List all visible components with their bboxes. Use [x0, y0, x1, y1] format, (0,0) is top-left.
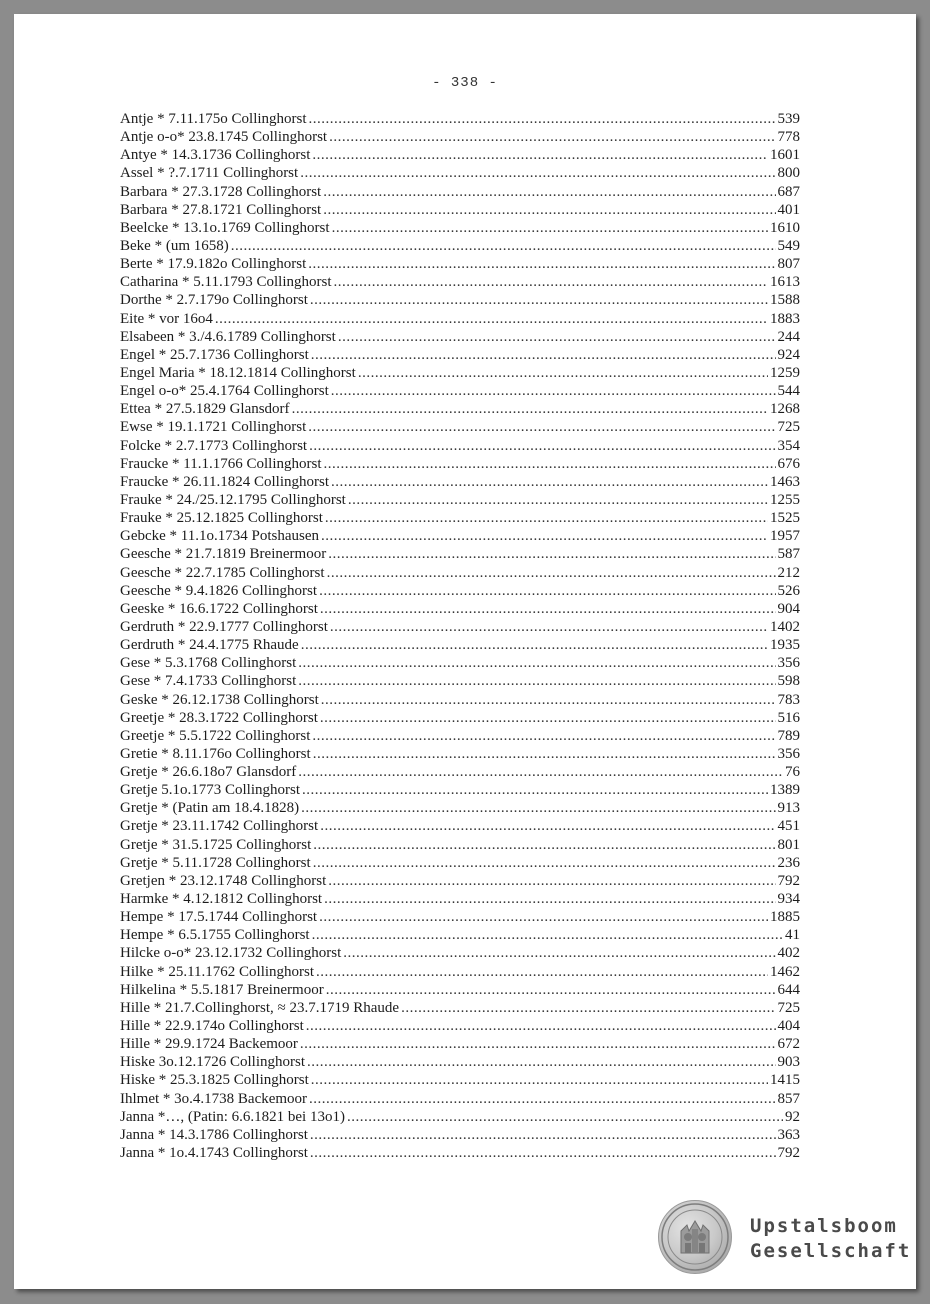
dot-leader [301, 799, 775, 817]
dot-leader [298, 654, 775, 672]
entry-name: Gretie * 8.11.176o Collinghorst [120, 745, 311, 762]
entry-page-number: 913 [777, 800, 800, 817]
entry-name: Geesche * 22.7.1785 Collinghorst [120, 564, 325, 581]
entry-page-number: 672 [777, 1036, 800, 1053]
dot-leader [358, 364, 768, 382]
entry-page-number: 1601 [770, 147, 800, 164]
entry-name: Geske * 26.12.1738 Collinghorst [120, 691, 319, 708]
entry-name: Antye * 14.3.1736 Collinghorst [120, 147, 311, 164]
entry-page-number: 1610 [770, 219, 800, 236]
dot-leader [321, 527, 768, 545]
entry-page-number: 544 [777, 383, 800, 400]
index-entry [120, 836, 800, 854]
entry-page-number: 1935 [770, 637, 800, 654]
entry-page-number: 934 [777, 891, 800, 908]
entry-name: Gebcke * 11.1o.1734 Potshausen [120, 528, 319, 545]
entry-name: Gerdruth * 22.9.1777 Collinghorst [120, 618, 328, 635]
index-entry [120, 799, 800, 817]
entry-page-number: 725 [777, 999, 800, 1016]
index-entry [120, 255, 800, 273]
index-entry [120, 183, 800, 201]
dot-leader [309, 110, 776, 128]
entry-page-number: 783 [777, 691, 800, 708]
entry-name: Frauke * 24./25.12.1795 Collinghorst [120, 491, 346, 508]
entry-page-number: 1389 [770, 782, 800, 799]
entry-name: Gretje 5.1o.1773 Collinghorst [120, 782, 300, 799]
dot-leader [313, 854, 776, 872]
dot-leader [310, 1126, 776, 1144]
index-entry [120, 817, 800, 835]
entry-page-number: 363 [777, 1126, 800, 1143]
index-entry [120, 146, 800, 164]
dot-leader [215, 310, 768, 328]
entry-page-number: 789 [777, 727, 800, 744]
dot-leader [313, 745, 776, 763]
entry-page-number: 1883 [770, 310, 800, 327]
entry-name: Antje * 7.11.175o Collinghorst [120, 111, 307, 127]
entry-page-number: 807 [777, 256, 800, 273]
entry-page-number: 644 [777, 981, 800, 998]
dot-leader [313, 836, 775, 854]
dot-leader [324, 890, 775, 908]
index-entry [120, 963, 800, 981]
entry-page-number: 76 [785, 764, 800, 781]
dot-leader [308, 255, 775, 273]
dot-leader [306, 1017, 776, 1035]
index-entry [120, 691, 800, 709]
entry-page-number: 244 [777, 328, 800, 345]
index-entry [120, 491, 800, 509]
entry-name: Gretjen * 23.12.1748 Collinghorst [120, 872, 327, 889]
entry-name: Ihlmet * 3o.4.1738 Backemoor [120, 1090, 308, 1107]
dot-leader [328, 545, 775, 563]
dot-leader [312, 727, 775, 745]
entry-page-number: 1462 [770, 963, 800, 980]
entry-page-number: 687 [777, 183, 800, 200]
entry-name: Barbara * 27.3.1728 Collinghorst [120, 183, 322, 200]
entry-page-number: 792 [777, 1145, 800, 1162]
entry-page-number: 1613 [770, 274, 800, 291]
index-entry [120, 110, 800, 128]
index-entry [120, 201, 800, 219]
entry-page-number: 1415 [770, 1072, 800, 1089]
index-entry [120, 219, 800, 237]
dot-leader [301, 636, 768, 654]
entry-name: Hille * 22.9.174o Collinghorst [120, 1018, 304, 1035]
index-entry [120, 672, 800, 690]
entry-name: Hilcke o-o* 23.12.1732 Collinghorst [120, 945, 342, 962]
dot-leader [325, 509, 768, 527]
entry-name: Gretje * 23.11.1742 Collinghorst [120, 818, 319, 835]
dot-leader [347, 1108, 783, 1126]
entry-name: Gese * 5.3.1768 Collinghorst [120, 655, 297, 672]
entry-name: Hille * 29.9.1724 Backemoor [120, 1036, 298, 1053]
index-entry [120, 1017, 800, 1035]
dot-leader [323, 201, 775, 219]
entry-name: Geesche * 21.7.1819 Breinermoor [120, 546, 327, 563]
index-entry [120, 745, 800, 763]
entry-page-number: 1463 [770, 473, 800, 490]
index-entry [120, 763, 800, 781]
dot-leader [334, 273, 768, 291]
entry-page-number: 801 [777, 836, 800, 853]
index-entry [120, 437, 800, 455]
index-entry [120, 908, 800, 926]
entry-name: Janna * 14.3.1786 Collinghorst [120, 1126, 308, 1143]
dot-leader [308, 418, 775, 436]
entry-page-number: 1588 [770, 292, 800, 309]
entry-name: Greetje * 5.5.1722 Collinghorst [120, 727, 311, 744]
entry-name: Beke * (um 1658) [120, 237, 229, 254]
index-entry [120, 509, 800, 527]
index-entry [120, 527, 800, 545]
entry-name: Harmke * 4.12.1812 Collinghorst [120, 891, 323, 908]
dot-leader [311, 1071, 768, 1089]
dot-leader [321, 691, 776, 709]
entry-name: Beelcke * 13.1o.1769 Collinghorst [120, 219, 330, 236]
dot-leader [298, 763, 783, 781]
entry-page-number: 356 [777, 655, 800, 672]
index-entry [120, 291, 800, 309]
dot-leader [309, 1090, 775, 1108]
entry-name: Geesche * 9.4.1826 Collinghorst [120, 582, 318, 599]
dot-leader [326, 981, 776, 999]
dot-leader [319, 908, 768, 926]
entry-page-number: 92 [785, 1108, 800, 1125]
entry-page-number: 778 [777, 129, 800, 146]
entry-name: Ewse * 19.1.1721 Collinghorst [120, 419, 307, 436]
entry-name: Janna * 1o.4.1743 Collinghorst [120, 1145, 308, 1162]
entry-name: Hiske * 25.3.1825 Collinghorst [120, 1072, 309, 1089]
index-entry [120, 1090, 800, 1108]
dot-leader [323, 183, 775, 201]
dot-leader [328, 872, 775, 890]
dot-leader [319, 582, 775, 600]
entry-page-number: 1268 [770, 401, 800, 418]
entry-name: Hilkelina * 5.5.1817 Breinermoor [120, 981, 324, 998]
index-entry [120, 364, 800, 382]
dot-leader [310, 291, 768, 309]
entry-page-number: 857 [777, 1090, 800, 1107]
index-entry [120, 781, 800, 799]
entry-name: Frauke * 25.12.1825 Collinghorst [120, 510, 323, 527]
entry-name: Eite * vor 16o4 [120, 310, 213, 327]
index-entry [120, 618, 800, 636]
entry-name: Hempe * 17.5.1744 Collinghorst [120, 909, 318, 926]
entry-page-number: 401 [777, 201, 800, 218]
entry-name: Fraucke * 11.1.1766 Collinghorst [120, 455, 322, 472]
dot-leader [307, 1053, 775, 1071]
dot-leader [316, 963, 768, 981]
entry-page-number: 676 [777, 455, 800, 472]
entry-page-number: 800 [777, 165, 800, 182]
entry-page-number: 1957 [770, 528, 800, 545]
index-entry [120, 890, 800, 908]
index-entry [120, 1108, 800, 1126]
index-entry [120, 854, 800, 872]
entry-name: Engel Maria * 18.12.1814 Collinghorst [120, 364, 356, 381]
entry-name: Hempe * 6.5.1755 Collinghorst [120, 927, 310, 944]
entry-name: Antje o-o* 23.8.1745 Collinghorst [120, 129, 328, 146]
index-entry [120, 473, 800, 491]
entry-name: Ettea * 27.5.1829 Glansdorf [120, 401, 290, 418]
entry-page-number: 451 [777, 818, 800, 835]
entry-page-number: 526 [777, 582, 800, 599]
entry-page-number: 904 [777, 600, 800, 617]
index-entry [120, 999, 800, 1017]
dot-leader [330, 618, 768, 636]
index-entry [120, 564, 800, 582]
index-entry [120, 545, 800, 563]
page-number: - 338 - [432, 75, 498, 91]
entry-page-number: 1525 [770, 510, 800, 527]
entry-name: Dorthe * 2.7.179o Collinghorst [120, 292, 308, 309]
entry-name: Engel o-o* 25.4.1764 Collinghorst [120, 383, 329, 400]
index-entry [120, 418, 800, 436]
dot-leader [312, 146, 768, 164]
entry-name: Hilke * 25.11.1762 Collinghorst [120, 963, 315, 980]
dot-leader [311, 346, 776, 364]
index-entry [120, 1144, 800, 1162]
index-entry [120, 455, 800, 473]
index-entry [120, 164, 800, 182]
index-entry [120, 273, 800, 291]
entry-page-number: 41 [785, 927, 800, 944]
dot-leader [320, 709, 776, 727]
index-entry [120, 1035, 800, 1053]
entry-page-number: 725 [777, 419, 800, 436]
index-entry [120, 382, 800, 400]
entry-page-number: 516 [777, 709, 800, 726]
dot-leader [327, 564, 776, 582]
entry-name: Folcke * 2.7.1773 Collinghorst [120, 437, 308, 454]
dot-leader [401, 999, 775, 1017]
document-page [14, 14, 916, 1289]
logo-line-2: Gesellschaft [750, 1240, 912, 1262]
entry-name: Engel * 25.7.1736 Collinghorst [120, 346, 309, 363]
entry-page-number: 1259 [770, 364, 800, 381]
index-entry [120, 128, 800, 146]
index-entry [120, 600, 800, 618]
index-entry [120, 237, 800, 255]
logo-line-1: Upstalsboom [750, 1215, 898, 1237]
dot-leader [300, 1035, 776, 1053]
dot-leader [343, 944, 775, 962]
index-entry [120, 727, 800, 745]
dot-leader [331, 473, 768, 491]
entry-name: Gretje * (Patin am 18.4.1828) [120, 800, 300, 817]
index-entry [120, 926, 800, 944]
entry-name: Barbara * 27.8.1721 Collinghorst [120, 201, 322, 218]
entry-name: Gretje * 26.6.18o7 Glansdorf [120, 764, 297, 781]
dot-leader [348, 491, 768, 509]
entry-page-number: 212 [777, 564, 800, 581]
entry-page-number: 924 [777, 346, 800, 363]
entry-name: Greetje * 28.3.1722 Collinghorst [120, 709, 318, 726]
entry-page-number: 354 [777, 437, 800, 454]
entry-name: Elsabeen * 3./4.6.1789 Collinghorst [120, 328, 336, 345]
index-entry [120, 310, 800, 328]
dot-leader [302, 781, 768, 799]
dot-leader [292, 400, 768, 418]
entry-page-number: 404 [777, 1018, 800, 1035]
dot-leader [231, 237, 776, 255]
index-entry [120, 346, 800, 364]
entry-page-number: 598 [777, 673, 800, 690]
index-entry [120, 654, 800, 672]
entry-page-number: 549 [777, 237, 800, 254]
entry-page-number: 236 [777, 854, 800, 871]
entry-name: Gretje * 31.5.1725 Collinghorst [120, 836, 312, 853]
entry-name: Gese * 7.4.1733 Collinghorst [120, 673, 297, 690]
index-entry [120, 709, 800, 727]
index-entry [120, 1126, 800, 1144]
dot-leader [309, 437, 775, 455]
entry-name: Hiske 3o.12.1726 Collinghorst [120, 1054, 306, 1071]
index-entry [120, 981, 800, 999]
index-entry [120, 944, 800, 962]
entry-name: Gretje * 5.11.1728 Collinghorst [120, 854, 311, 871]
index-entry [120, 1071, 800, 1089]
index-entry [120, 400, 800, 418]
entry-name: Gerdruth * 24.4.1775 Rhaude [120, 637, 299, 654]
dot-leader [312, 926, 783, 944]
dot-leader [331, 382, 776, 400]
dot-leader [320, 600, 776, 618]
dot-leader [300, 164, 775, 182]
dot-leader [310, 1144, 776, 1162]
index-entry [120, 872, 800, 890]
dot-leader [298, 672, 775, 690]
index-entry [120, 582, 800, 600]
entry-page-number: 1255 [770, 491, 800, 508]
index-entry [120, 636, 800, 654]
entry-page-number: 539 [777, 111, 800, 127]
index-entry [120, 328, 800, 346]
dot-leader [338, 328, 776, 346]
dot-leader [332, 219, 768, 237]
entry-page-number: 1885 [770, 909, 800, 926]
society-logo-text [750, 1214, 911, 1264]
entry-name: Geeske * 16.6.1722 Collinghorst [120, 600, 318, 617]
entry-name: Berte * 17.9.182o Collinghorst [120, 256, 307, 273]
index-entry [120, 1053, 800, 1071]
entry-page-number: 1402 [770, 618, 800, 635]
entry-page-number: 587 [777, 546, 800, 563]
entry-name: Hille * 21.7.Collinghorst, ≈ 23.7.1719 Rhaude [120, 999, 400, 1016]
index-list [120, 110, 800, 1162]
dot-leader [329, 128, 775, 146]
dot-leader [320, 817, 775, 835]
entry-page-number: 356 [777, 745, 800, 762]
entry-name: Janna *…, (Patin: 6.6.1821 bei 13o1) [120, 1108, 345, 1125]
entry-name: Fraucke * 26.11.1824 Collinghorst [120, 473, 330, 490]
society-seal-icon [658, 1200, 732, 1274]
entry-name: Assel * ?.7.1711 Collinghorst [120, 165, 299, 182]
entry-name: Catharina * 5.11.1793 Collinghorst [120, 274, 332, 291]
dot-leader [324, 455, 776, 473]
entry-page-number: 402 [777, 945, 800, 962]
entry-page-number: 903 [777, 1054, 800, 1071]
entry-page-number: 792 [777, 872, 800, 889]
